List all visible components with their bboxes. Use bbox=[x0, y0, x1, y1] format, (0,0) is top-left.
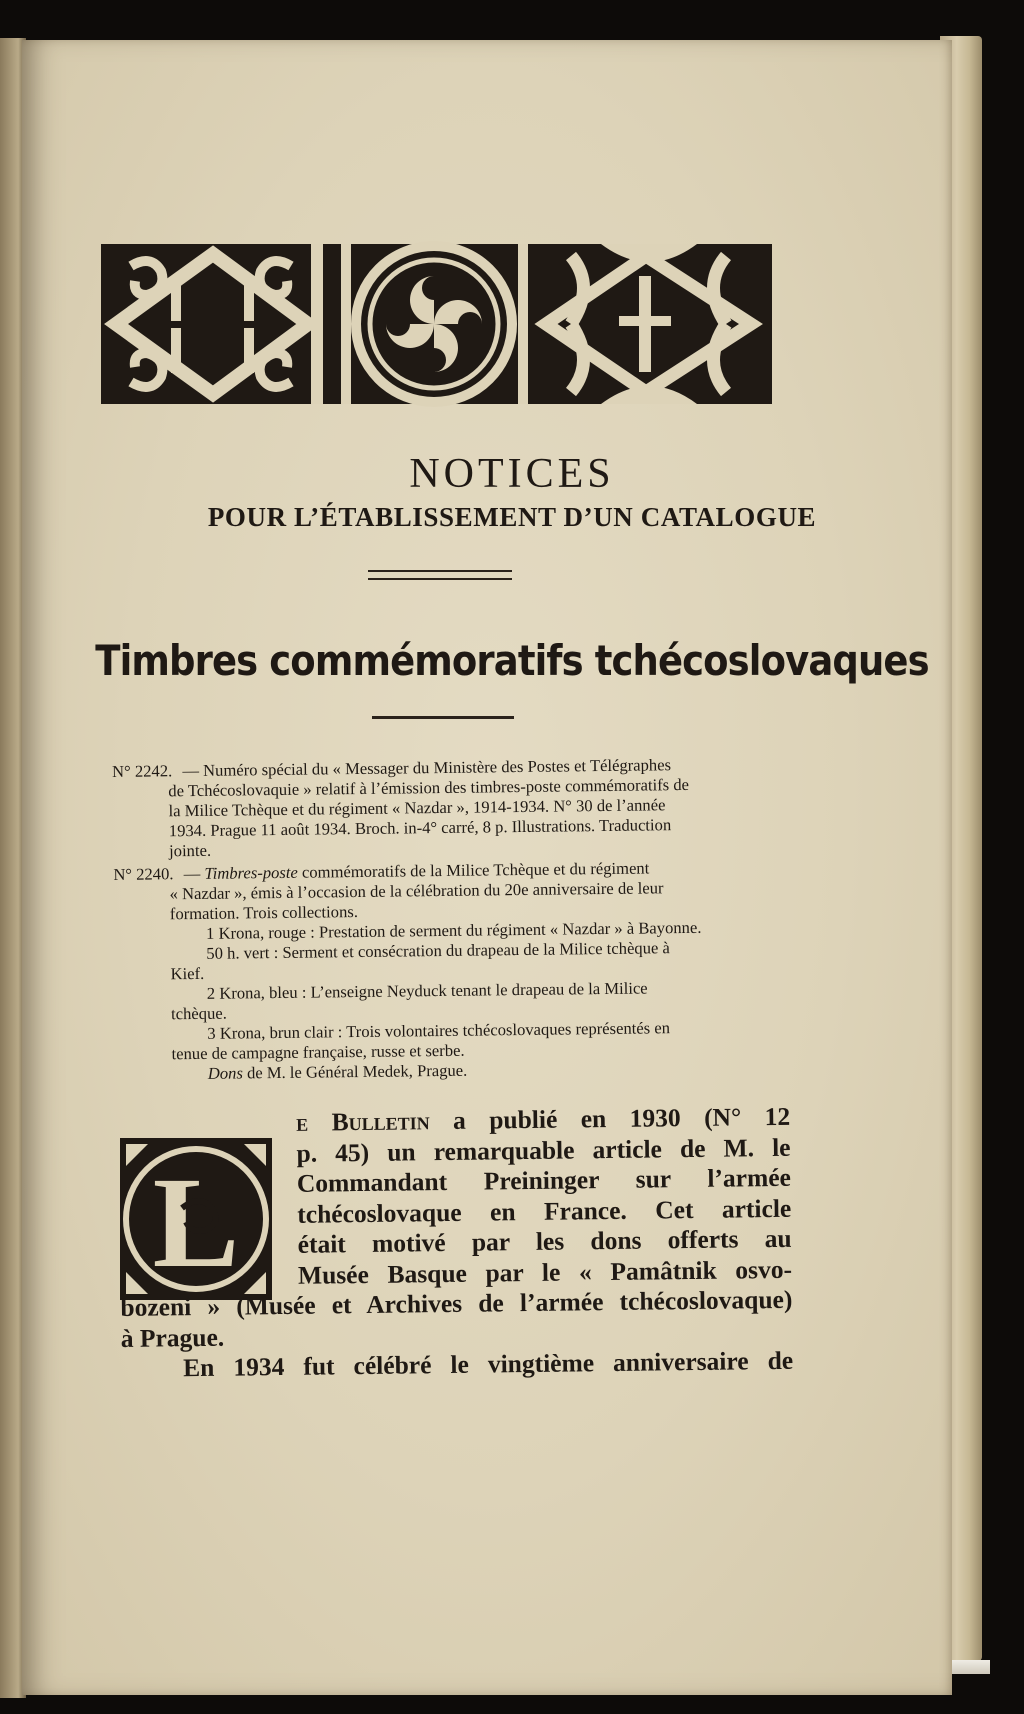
notice-line: jointe. bbox=[168, 840, 212, 861]
stamp-line: tchèque. bbox=[170, 1003, 227, 1024]
double-rule-divider bbox=[368, 570, 512, 580]
article-line: tchécoslovaque en France. Cet article bbox=[297, 1193, 792, 1229]
notice-line: de Tchécoslovaquie » relatif à l’émission des timbres-poste commémoratifs de bbox=[168, 774, 690, 801]
donor-text: de M. le Général Medek, Prague. bbox=[246, 1060, 468, 1083]
article-opening: e Bulletin bbox=[295, 1106, 430, 1137]
stamp-line: 50 h. vert : Serment et consécration du drapeau de la Milice tchèque à bbox=[206, 938, 670, 963]
section-title: Timbres commémoratifs tchécoslovaques bbox=[95, 636, 929, 685]
notice-line: commémoratifs de la Milice Tchèque et du régiment bbox=[301, 858, 650, 882]
article-line: bozeni » (Musée et Archives de l’armée tchécoslovaque) bbox=[120, 1284, 793, 1322]
notice-line: 1934. Prague 11 août 1934. Broch. in-4° carré, 8 p. Illustrations. Traduction bbox=[168, 815, 672, 841]
page-subtitle: POUR L’ÉTABLISSEMENT D’UN CATALOGUE bbox=[207, 502, 817, 532]
ornament-band bbox=[101, 236, 772, 413]
notices-list bbox=[112, 754, 788, 1088]
donor-italic: Dons bbox=[207, 1063, 243, 1083]
basque-ornament-icon bbox=[101, 236, 772, 413]
notice-entry-2240 bbox=[113, 857, 788, 1085]
article-body bbox=[118, 1102, 793, 1385]
article-line: e Bulletin a publié en 1930 (N° 12 bbox=[295, 1101, 791, 1137]
page-title: NOTICES bbox=[409, 451, 615, 497]
notice-entry-2242 bbox=[112, 754, 785, 862]
article-line: était motivé par les dons offerts au bbox=[297, 1223, 792, 1259]
stamp-line: tenue de campagne française, russe et serbe. bbox=[171, 1040, 465, 1064]
notice-line: — Numéro spécial du « Messager du Ministère des Postes et Télégraphes bbox=[182, 755, 672, 781]
rule-divider bbox=[372, 716, 514, 719]
notice-line: « Nazdar », émis à l’occasion de la célébration du 20e anniversaire de leur bbox=[169, 878, 664, 904]
stamp-line: 1 Krona, rouge : Prestation de serment du régiment « Nazdar » à Bayonne. bbox=[205, 917, 702, 943]
article-line: Commandant Preininger sur l’armée bbox=[296, 1162, 792, 1198]
stamp-line: Kief. bbox=[170, 963, 205, 984]
notice-number: N° 2242. bbox=[112, 761, 173, 781]
notice-dash: — bbox=[183, 863, 201, 884]
article-line: à Prague. bbox=[120, 1322, 225, 1353]
stamp-line: 3 Krona, brun clair : Trois volontaires tchécoslovaques représentés en bbox=[207, 1018, 671, 1043]
notice-line: formation. Trois collections. bbox=[169, 902, 359, 924]
notice-number: N° 2240. bbox=[113, 864, 174, 884]
article-line: En 1934 fut célébré le vingtième anniversaire de bbox=[182, 1345, 794, 1383]
stamp-line: 2 Krona, bleu : L’enseigne Neyduck tenant le drapeau de la Milice bbox=[206, 978, 648, 1003]
notice-line: la Milice Tchèque et du régiment « Nazdar », 1914-1934. N° 30 de l’année bbox=[168, 795, 666, 821]
dropcap-letter: L bbox=[152, 1151, 240, 1295]
notice-lead-italic: Timbres-poste bbox=[204, 862, 298, 883]
article-line: Musée Basque par le « Pamâtnik osvo- bbox=[297, 1254, 793, 1290]
article-line: p. 45) un remarquable article de M. le bbox=[296, 1132, 791, 1168]
